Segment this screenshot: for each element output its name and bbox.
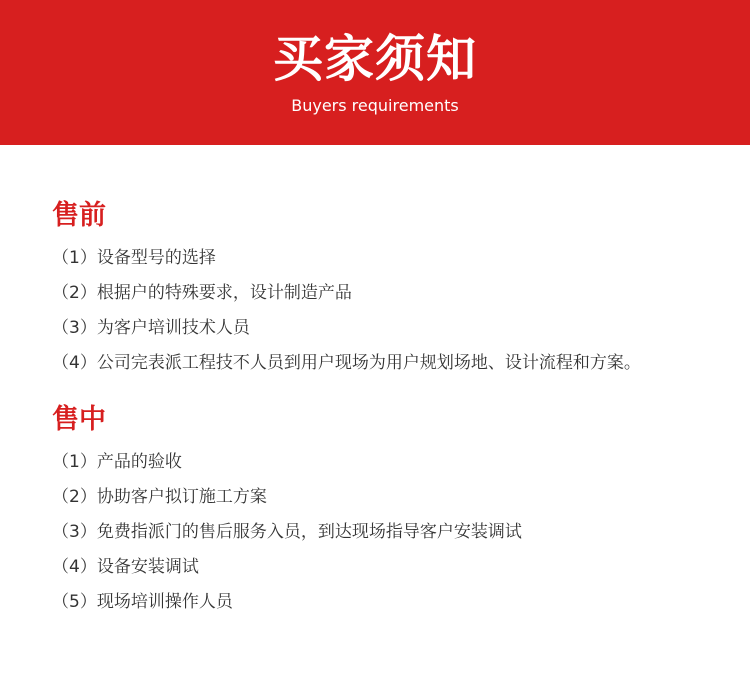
list-item: （3）为客户培训技术人员 xyxy=(52,318,250,338)
content-area xyxy=(52,193,712,620)
list-item: （3）免费指派门的售后服务入员，到达现场指导客户安装调试 xyxy=(52,522,522,542)
in-sale-section xyxy=(52,397,712,620)
in-sale-list xyxy=(52,445,712,620)
pre-sale-list xyxy=(52,241,712,381)
list-item: （1）产品的验收 xyxy=(52,452,182,472)
list-item: （4）设备安装调试 xyxy=(52,557,199,577)
pre-sale-section xyxy=(52,193,712,381)
list-item: （5）现场培训操作人员 xyxy=(52,592,233,612)
section-title: 售中 xyxy=(52,404,106,435)
page-title: 买家须知 xyxy=(273,30,477,88)
section-title: 售前 xyxy=(52,200,106,231)
list-item: （1）设备型号的选择 xyxy=(52,248,216,268)
list-item: （4）公司完表派工程技不人员到用户现场为用户规划场地、设计流程和方案。 xyxy=(52,353,641,373)
page-subtitle: Buyers requirements xyxy=(291,96,459,115)
list-item: （2）根据户的特殊要求，设计制造产品 xyxy=(52,283,352,303)
header-banner xyxy=(0,0,750,145)
list-item: （2）协助客户拟订施工方案 xyxy=(52,487,267,507)
